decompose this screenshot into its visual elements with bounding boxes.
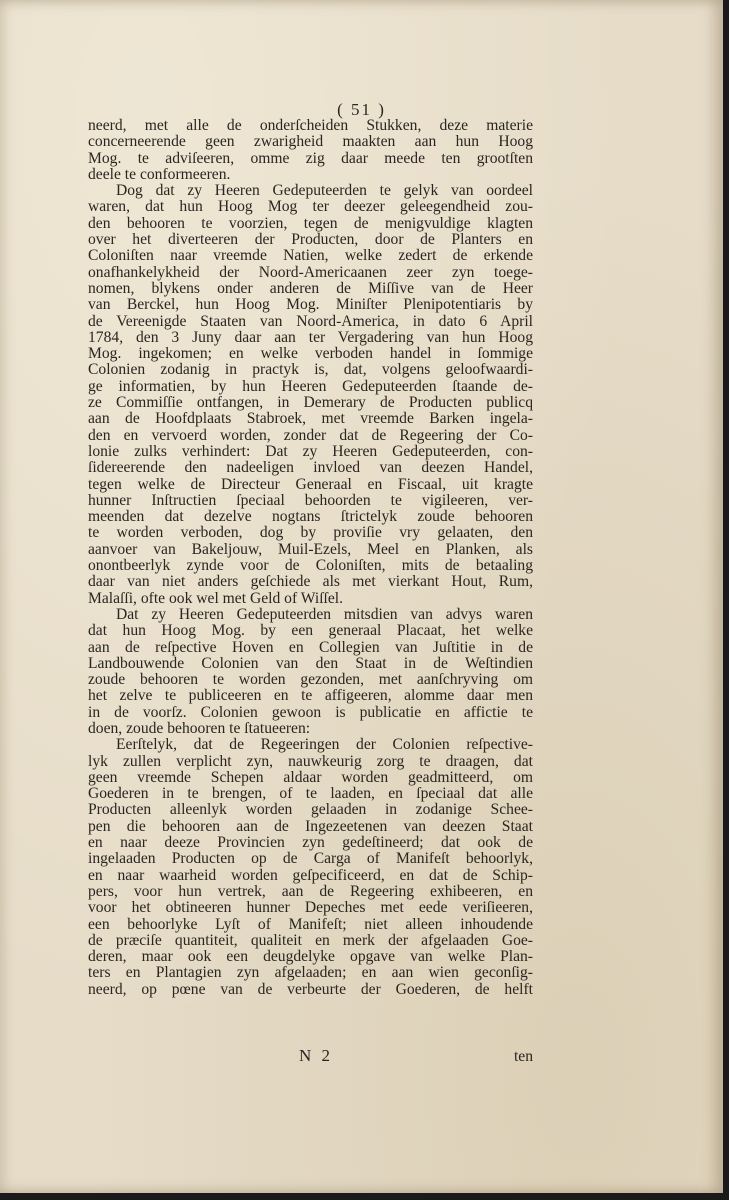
text-line: lyk zullen verplicht zyn, nauwkeurig zorg te draagen, dat [88,753,533,770]
page-footer [88,1046,533,1066]
text-line: tegen welke de Directeur Generaal en Fiscaal, uit kragte [88,476,533,493]
text-line: neerd, op pœne van de verbeurte der Goederen, de helft [88,981,533,998]
text-line: de Vereenigde Staaten van Noord-America, in dato 6 April [88,313,533,330]
text-line: en naar deeze Provincien zyn gedeſtineerd; dat ook de [88,835,533,852]
text-line: lonie zulks verhindert: Dat zy Heeren Gedeputeerden, con- [88,443,533,460]
text-line: het zelve te publiceeren en te affigeeren, alomme daar men [88,688,533,705]
text-line: ingelaaden Producten op de Carga of Manifeſt behoorlyk, [88,851,533,868]
text-line: de præciſe quantiteit, qualiteit en merk der afgelaaden Goe- [88,932,533,949]
text-line: aan de reſpective Hoven en Collegien van Juſtitie in de [88,639,533,656]
text-line: Landbouwende Colonien van den Staat in de Weſtindien [88,655,533,672]
text-line: pen die behooren aan de Ingezeetenen van deezen Staat [88,818,533,835]
text-line: Goederen in te brengen, of te laaden, en ſpeciaal dat alle [88,786,533,803]
text-line: Coloniſten naar vreemde Natien, welke zedert de erkende [88,248,533,265]
text-line: Mog. te adviſeeren, omme zig daar meede ten grootſten [88,150,533,167]
text-line: in de voorſz. Colonien gewoon is publicatie en affictie te [88,704,533,721]
text-line: ze Commiſſie ontfangen, in Demerary de Producten publicq [88,395,533,412]
text-line: te worden verboden, dog by proviſie vry gelaaten, den [88,525,533,542]
scan-border-right [723,0,729,1200]
text-line: den en vervoerd worden, zonder dat de Regeering der Co- [88,427,533,444]
signature-mark: N 2 [299,1046,334,1065]
text-line: Mog. ingekomen; en welke verboden handel in ſommige [88,346,533,363]
text-line: 1784, den 3 Juny daar aan ter Vergadering van hun Hoog [88,329,533,346]
text-line: geen vreemde Schepen aldaar worden geadmitteerd, om [88,769,533,786]
text-line: pers, voor hun vertrek, aan de Regeering exhibeeren, en [88,883,533,900]
text-line: Colonien zodanig in practyk is, dat, volgens geloofwaardi- [88,362,533,379]
text-line: Eerſtelyk, dat de Regeeringen der Colonien reſpective- [116,737,533,754]
text-line: over het diverteeren der Producten, door de Planters en [88,232,533,249]
text-line: een behoorlyke Lyſt of Manifeſt; niet alleen inhoudende [88,916,533,933]
catchword: ten [513,1048,533,1065]
page-number: ( 51 ) [337,100,386,119]
text-line: dat hun Hoog Mog. by een generaal Placaat, het welke [88,623,533,640]
text-line: ters en Plantagien zyn afgelaaden; en aan wien geconſig- [88,965,533,982]
text-line: Dog dat zy Heeren Gedeputeerden te gelyk van oordeel [116,183,533,200]
text-line: aan de Hoofdplaats Stabroek, met vreemde Barken ingela- [88,411,533,428]
body-text [88,118,533,998]
text-line: voor het obtineeren hunner Depeches met eede veriſieeren, [88,900,533,917]
scan-border-bottom [0,1193,729,1200]
text-line: concerneerende geen zwarigheid maakten aan hun Hoog [88,134,533,151]
text-line: en naar waarheid worden geſpecificeerd, en dat de Schip- [88,867,533,884]
text-line: aanvoer van Bakeljouw, Muil-Ezels, Meel en Planken, als [88,541,533,558]
text-line: deren, maar ook een deugdelyke opgave van welke Plan- [88,949,533,966]
text-line: van Berckel, hun Hoog Mog. Miniſter Plenipotentiaris by [88,297,533,314]
text-line: onontbeerlyk zynde voor de Coloniſten, mits de betaaling [88,558,533,575]
text-line: hunner Inſtructien ſpeciaal behoorden te vigileeren, ver- [88,492,533,509]
text-line: neerd, met alle de onderſcheiden Stukken, deze materie [88,118,533,134]
text-line: Dat zy Heeren Gedeputeerden mitsdien van advys waren [116,606,533,623]
text-line: waren, dat hun Hoog Mog ter deezer geleegendheid zou- [88,199,533,216]
text-line: doen, zoude behooren te ſtatueeren: [88,720,311,737]
text-line: ſidereerende den nadeeligen invloed van deezen Handel, [88,460,533,477]
text-line: ge informatien, by hun Heeren Gedeputeerden ſtaande de- [88,378,533,395]
text-line: daar van niet anders geſchiede als met vierkant Hout, Rum, [88,574,533,591]
text-line: Producten alleenlyk worden gelaaden in zodanige Schee- [88,802,533,819]
text-line: Malaſſi, ofte ook wel met Geld of Wiſſel. [88,590,344,607]
text-line: onafhankelykheid der Noord-Americaanen zeer zyn toege- [88,264,533,281]
text-line: zoude behooren te worden gezonden, met aanſchryving om [88,672,533,689]
text-line: deele te conformeeren. [88,166,231,183]
text-line: den behooren te voorzien, tegen de menigvuldige klagten [88,215,533,232]
text-line: nomen, blykens onder anderen de Miſſive van de Heer [88,280,533,297]
text-line: meenden dat dezelve nogtans ſtrictelyk zoude behooren [88,509,533,526]
